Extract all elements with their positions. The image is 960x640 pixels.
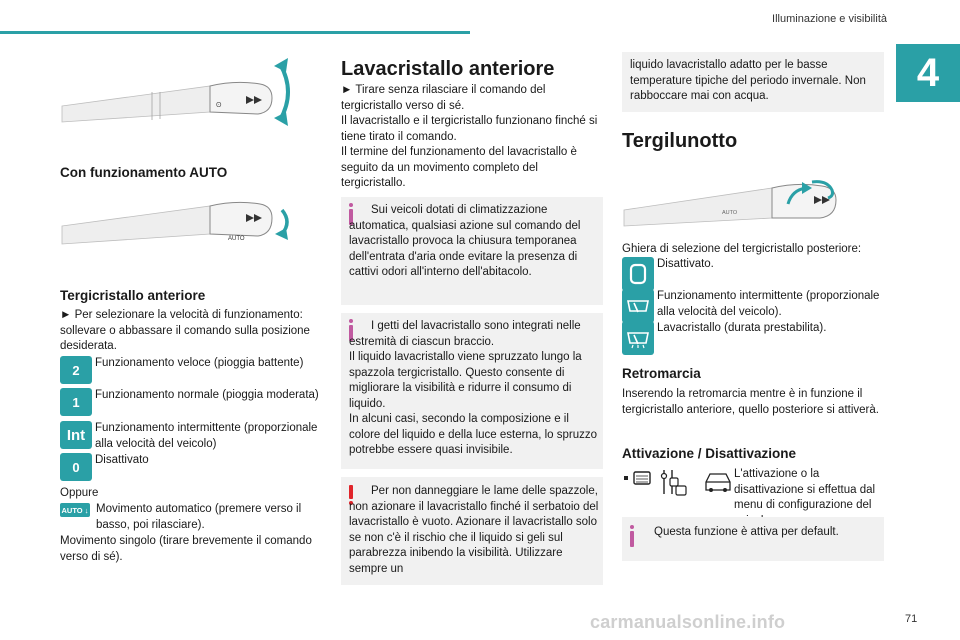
washer-p3: Il termine del funzionamento del lavacristallo è seguito da un movimento completo del tergicristallo.: [341, 146, 577, 189]
stalk-illustration-top: [60, 52, 300, 132]
reverse-text: Inserendo la retromarcia mentre è in funzione il tergicristallo anteriore, quello posteriore si attiverà.: [622, 388, 879, 416]
speed-2-tile: 2: [60, 356, 92, 384]
heading-activation: Attivazione / Disattivazione: [622, 446, 797, 461]
heading-reverse: Retromarcia: [622, 366, 701, 381]
note-climate-text: Sui veicoli dotati di climatizzazione automatica, qualsiasi azione sul comando del lavacristallo provoca la chiusura temporanea dell'entrata d'aria onde evitare la presenza di cattivi odori all'interno dell'abitacolo.: [349, 204, 581, 278]
rear-intermittent-icon: [622, 289, 654, 323]
menu-icons: [622, 468, 734, 498]
note-default-text: Questa funzione è attiva per default.: [654, 526, 839, 538]
rear-stalk-illustration: [622, 160, 862, 232]
rear-washer-row: [622, 321, 884, 355]
speed-row-0: [60, 453, 328, 481]
speed-1-text: Funzionamento normale (pioggia moderata): [95, 389, 319, 401]
warning-continued: [622, 52, 884, 112]
rear-off-icon: [622, 257, 654, 291]
activation-text: L'attivazione o la disattivazione si effettua dal menu di configurazione del: [734, 468, 876, 511]
svg-text:ʘ: ʘ: [216, 102, 222, 109]
warning-continued-text: liquido lavacristallo adatto per le basse temperature tipiche del periodo invernale. Non rabboccare mai con acqua.: [630, 59, 866, 102]
watermark: carmanualsonline.info: [590, 612, 786, 632]
warning-text: Per non danneggiare le lame delle spazzole, non azionare il lavacristallo finché il serbatoio del lavacristallo è vuoto. Azionare il lavacristallo solo se non c'è il rischio che il liquido si geli sul parabrezza inibendo la visibilità. Utilizzare sempre un: [349, 485, 599, 575]
single-stroke-text: Movimento singolo (tirare brevemente il comando verso di sé).: [60, 535, 312, 563]
stalk-illustration-auto: [60, 190, 300, 252]
auto-row: [60, 502, 328, 533]
title-rear-wiper: Tergilunotto: [622, 130, 738, 152]
speed-row-1: [60, 388, 328, 416]
auto-tile: AUTO ↓: [60, 503, 90, 517]
note-jets-a: I getti del lavacristallo sono integrati nelle estremità di ciascun braccio.: [349, 320, 581, 348]
speed-1-tile: 1: [60, 388, 92, 416]
speed-int-text: Funzionamento intermittente (proporzionale alla velocità del veicolo): [95, 422, 318, 450]
page-header: Illuminazione e visibilità: [772, 13, 887, 25]
info-note-climate: [341, 197, 603, 305]
info-note-jets: [341, 313, 603, 469]
washer-p1: ► Tirare senza rilasciare il comando del tergicristallo verso di sé.: [341, 84, 546, 112]
speed-0-text: Disattivato: [95, 454, 149, 466]
header-rule: [0, 31, 470, 34]
rear-off-row: [622, 257, 884, 291]
speed-row-int: [60, 421, 328, 452]
rear-intermittent-row: [622, 289, 884, 323]
note-jets-b: Il liquido lavacristallo viene spruzzato lungo la spazzola tergicristallo. Questo consente di migliorare la visibilità e ridurre il consumo di liquido.: [349, 351, 582, 410]
warning-note: [341, 477, 603, 585]
menu-bullet-icon: [624, 476, 628, 480]
ring-intro: Ghiera di selezione del tergicristallo posteriore:: [622, 243, 862, 255]
oppure-label: Oppure: [60, 487, 99, 499]
chapter-number: 4: [916, 51, 940, 95]
speed-row-2: [60, 356, 328, 384]
speed-2-text: Funzionamento veloce (pioggia battente): [95, 357, 304, 369]
rear-washer-icon: [622, 321, 654, 355]
speed-0-tile: 0: [60, 453, 92, 481]
title-front-washer: Lavacristallo anteriore: [341, 58, 555, 80]
rear-off-text: Disattivato.: [657, 258, 714, 270]
auto-text: Movimento automatico (premere verso il basso, poi rilasciare).: [96, 503, 302, 531]
auto-tile-label: AUTO: [61, 505, 83, 515]
rear-intermittent-text: Funzionamento intermittente (proporzionale alla velocità del veicolo).: [657, 290, 880, 318]
info-note-default: [622, 517, 884, 561]
svg-text:AUTO: AUTO: [228, 236, 245, 242]
speed-int-tile: Int: [60, 421, 92, 449]
svg-text:AUTO: AUTO: [722, 210, 738, 216]
washer-p2: Il lavacristallo e il tergicristallo funzionano finché si tiene tirato il comando.: [341, 115, 598, 143]
heading-front-wiper: Tergicristallo anteriore: [60, 288, 206, 303]
heading-auto: Con funzionamento AUTO: [60, 165, 228, 180]
chapter-tab: [896, 44, 960, 102]
rear-washer-text: Lavacristallo (durata prestabilita).: [657, 322, 827, 334]
page-number: 71: [905, 613, 918, 625]
note-jets-c: In alcuni casi, secondo la composizione e il colore del liquido e della luce esterna, lo spruzzo potrebbe essere quasi invisibile.: [349, 413, 598, 456]
speed-intro: ► Per selezionare la velocità di funzionamento: sollevare o abbassare il comando sulla posizione desiderata.: [60, 309, 310, 352]
